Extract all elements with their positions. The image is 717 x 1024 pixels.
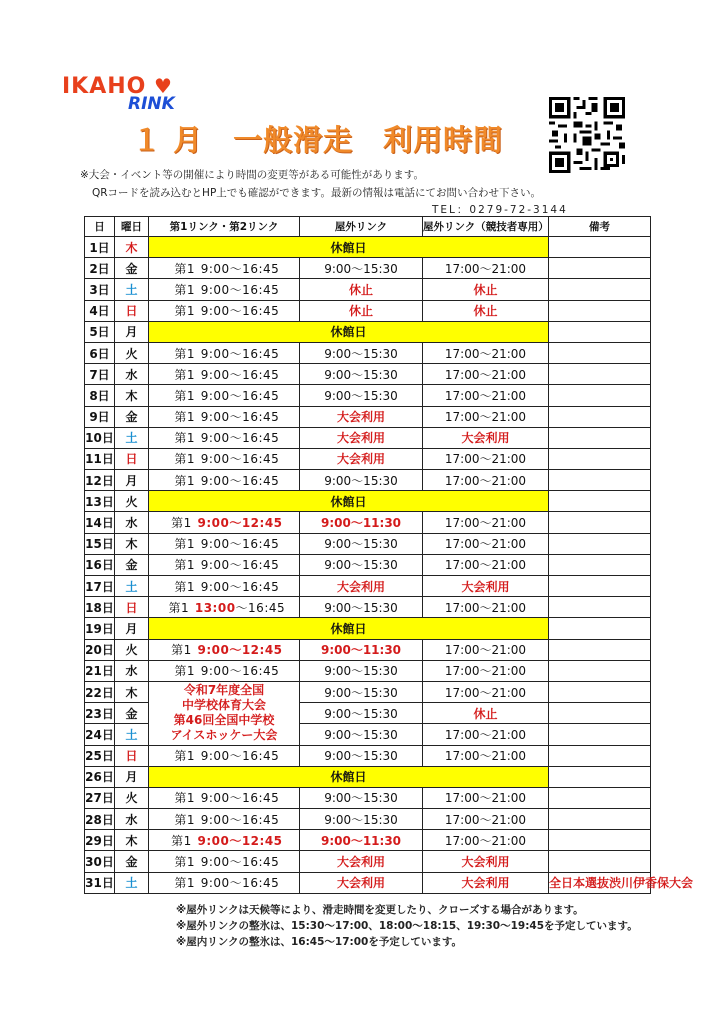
table-row <box>85 300 651 321</box>
remark-cell <box>549 342 651 363</box>
indoor-rink-cell <box>149 660 300 681</box>
outdoor-rink-cell: 9:00〜15:30 <box>300 724 423 745</box>
outdoor-athlete-cell: 17:00〜21:00 <box>423 512 549 533</box>
outdoor-athlete-cell: 休止 <box>423 703 549 724</box>
event-line: 中学校体育大会 <box>181 698 266 713</box>
outdoor-rink-cell: 9:00〜15:30 <box>300 703 423 724</box>
table-row <box>85 406 651 427</box>
remark-cell <box>549 660 651 681</box>
date-cell: 31日 <box>85 872 115 893</box>
date-cell: 23日 <box>85 703 115 724</box>
closed-day-cell: 休館日 <box>149 766 549 787</box>
remark-cell: 全日本選抜渋川伊香保大会 <box>549 872 651 893</box>
rink-label: 第1 <box>174 282 196 297</box>
indoor-time: 9:00〜16:45 <box>200 664 280 679</box>
outdoor-athlete-cell: 大会利用 <box>423 576 549 597</box>
indoor-rink-cell <box>149 342 300 363</box>
remark-cell <box>549 321 651 342</box>
remark-cell <box>549 809 651 830</box>
date-cell: 18日 <box>85 597 115 618</box>
weekday-cell: 日 <box>115 745 149 766</box>
indoor-time: 9:00〜16:45 <box>200 876 280 891</box>
table-row <box>85 237 651 258</box>
weekday-cell: 火 <box>115 342 149 363</box>
date-cell: 13日 <box>85 491 115 512</box>
rink-label: 第1 <box>174 388 196 403</box>
table-row <box>85 321 651 342</box>
rink-label: 第1 <box>174 304 196 319</box>
footer-note-3: ※屋内リンクの整氷は、16:45〜17:00を予定しています。 <box>176 936 463 948</box>
table-row <box>85 597 651 618</box>
outdoor-athlete-cell: 17:00〜21:00 <box>423 681 549 702</box>
table-row <box>85 364 651 385</box>
outdoor-athlete-cell: 17:00〜21:00 <box>423 342 549 363</box>
table-row <box>85 576 651 597</box>
qr-code[interactable] <box>549 97 625 173</box>
rink-label: 第1 <box>174 346 196 361</box>
outdoor-athlete-cell: 17:00〜21:00 <box>423 448 549 469</box>
weekday-cell: 金 <box>115 258 149 279</box>
closed-day-cell: 休館日 <box>149 491 549 512</box>
outdoor-rink-cell: 大会利用 <box>300 406 423 427</box>
heart-icon: ♥ <box>154 74 172 98</box>
indoor-time: 9:00〜12:45 <box>197 643 283 658</box>
indoor-rink-cell <box>149 533 300 554</box>
header-remarks: 備考 <box>549 217 651 237</box>
footer-note-1: ※屋外リンクは天候等により、滑走時間を変更したり、クローズする場合があります。 <box>176 904 584 916</box>
outdoor-athlete-cell: 17:00〜21:00 <box>423 745 549 766</box>
indoor-time-end: 〜16:45 <box>235 600 286 615</box>
rink-label: 第1 <box>171 516 192 531</box>
outdoor-rink-cell: 9:00〜11:30 <box>300 512 423 533</box>
outdoor-rink-cell: 9:00〜15:30 <box>300 533 423 554</box>
rink-label: 第1 <box>174 367 196 382</box>
remark-cell <box>549 851 651 872</box>
indoor-rink-cell <box>149 448 300 469</box>
outdoor-rink-cell: 9:00〜15:30 <box>300 745 423 766</box>
outdoor-rink-cell: 9:00〜15:30 <box>300 660 423 681</box>
rink-label: 第1 <box>171 833 192 848</box>
weekday-cell: 月 <box>115 321 149 342</box>
weekday-cell: 土 <box>115 427 149 448</box>
table-row <box>85 681 651 702</box>
rink-label: 第1 <box>174 812 196 827</box>
date-cell: 2日 <box>85 258 115 279</box>
date-cell: 8日 <box>85 385 115 406</box>
date-cell: 6日 <box>85 342 115 363</box>
remark-cell <box>549 406 651 427</box>
indoor-rink-cell <box>149 258 300 279</box>
indoor-time: 9:00〜16:45 <box>200 261 280 276</box>
remark-cell <box>549 364 651 385</box>
rink-label: 第1 <box>174 664 196 679</box>
event-cell <box>149 681 300 745</box>
rink-label: 第1 <box>174 431 196 446</box>
page-title: １ 月 一般滑走 利用時間 <box>132 123 504 157</box>
schedule-table <box>84 216 694 894</box>
table-row <box>85 385 651 406</box>
weekday-cell: 木 <box>115 533 149 554</box>
outdoor-rink-cell: 9:00〜11:30 <box>300 830 423 851</box>
outdoor-athlete-cell: 17:00〜21:00 <box>423 533 549 554</box>
indoor-rink-cell <box>149 787 300 808</box>
rink-label: 第1 <box>174 579 196 594</box>
remark-cell <box>549 279 651 300</box>
table-row <box>85 533 651 554</box>
indoor-rink-cell <box>149 406 300 427</box>
remark-cell <box>549 533 651 554</box>
weekday-cell: 金 <box>115 851 149 872</box>
weekday-cell: 木 <box>115 681 149 702</box>
indoor-time: 9:00〜16:45 <box>200 452 280 467</box>
table-row <box>85 618 651 639</box>
indoor-time: 9:00〜16:45 <box>200 473 280 488</box>
indoor-rink-cell <box>149 830 300 851</box>
outdoor-rink-cell: 9:00〜15:30 <box>300 681 423 702</box>
event-line: アイスホッケー大会 <box>170 728 278 743</box>
date-cell: 27日 <box>85 787 115 808</box>
header-outdoor-rink-athletes: 屋外リンク（競技者専用） <box>423 217 549 237</box>
weekday-cell: 土 <box>115 576 149 597</box>
outdoor-rink-cell: 9:00〜15:30 <box>300 470 423 491</box>
indoor-rink-cell <box>149 470 300 491</box>
indoor-time: 9:00〜16:45 <box>200 282 280 297</box>
outdoor-athlete-cell: 17:00〜21:00 <box>423 258 549 279</box>
table-row <box>85 554 651 575</box>
remark-cell <box>549 300 651 321</box>
indoor-rink-cell <box>149 745 300 766</box>
remark-cell <box>549 554 651 575</box>
rink-label: 第1 <box>174 261 196 276</box>
weekday-cell: 火 <box>115 787 149 808</box>
outdoor-rink-cell: 休止 <box>300 279 423 300</box>
closed-day-cell: 休館日 <box>149 618 549 639</box>
indoor-time-start: 13:00 <box>194 600 236 615</box>
date-cell: 29日 <box>85 830 115 851</box>
outdoor-athlete-cell: 17:00〜21:00 <box>423 470 549 491</box>
weekday-cell: 金 <box>115 406 149 427</box>
indoor-rink-cell <box>149 427 300 448</box>
table-row <box>85 872 651 893</box>
weekday-cell: 水 <box>115 512 149 533</box>
date-cell: 4日 <box>85 300 115 321</box>
outdoor-athlete-cell: 17:00〜21:00 <box>423 554 549 575</box>
rink-label: 第1 <box>174 537 196 552</box>
indoor-time: 9:00〜16:45 <box>200 855 280 870</box>
table-row <box>85 766 651 787</box>
table-row <box>85 787 651 808</box>
outdoor-rink-cell: 大会利用 <box>300 448 423 469</box>
rink-label: 第1 <box>174 876 196 891</box>
rink-label: 第1 <box>168 600 190 615</box>
outdoor-athlete-cell: 17:00〜21:00 <box>423 724 549 745</box>
indoor-rink-cell <box>149 576 300 597</box>
indoor-time: 9:00〜12:45 <box>197 516 283 531</box>
remark-cell <box>549 470 651 491</box>
outdoor-rink-cell: 9:00〜15:30 <box>300 364 423 385</box>
remark-cell <box>549 258 651 279</box>
indoor-rink-cell <box>149 364 300 385</box>
weekday-cell: 水 <box>115 660 149 681</box>
table-row <box>85 448 651 469</box>
outdoor-athlete-cell: 休止 <box>423 300 549 321</box>
rink-label: 第1 <box>174 749 196 764</box>
logo-rink-text: RINK <box>128 94 175 114</box>
date-cell: 7日 <box>85 364 115 385</box>
outdoor-athlete-cell: 17:00〜21:00 <box>423 787 549 808</box>
remark-cell <box>549 745 651 766</box>
weekday-cell: 月 <box>115 618 149 639</box>
outdoor-rink-cell: 大会利用 <box>300 851 423 872</box>
indoor-time: 9:00〜16:45 <box>200 388 280 403</box>
indoor-rink-cell <box>149 809 300 830</box>
weekday-cell: 月 <box>115 766 149 787</box>
weekday-cell: 金 <box>115 703 149 724</box>
date-cell: 25日 <box>85 745 115 766</box>
table-row <box>85 851 651 872</box>
date-cell: 10日 <box>85 427 115 448</box>
date-cell: 1日 <box>85 237 115 258</box>
outdoor-athlete-cell: 17:00〜21:00 <box>423 660 549 681</box>
ikaho-rink-logo <box>62 74 192 114</box>
outdoor-athlete-cell: 17:00〜21:00 <box>423 639 549 660</box>
indoor-time: 9:00〜16:45 <box>200 791 280 806</box>
table-header-row <box>85 217 651 237</box>
date-cell: 28日 <box>85 809 115 830</box>
indoor-time: 9:00〜16:45 <box>200 304 280 319</box>
indoor-rink-cell <box>149 279 300 300</box>
outdoor-athlete-cell: 17:00〜21:00 <box>423 830 549 851</box>
header-date: 日 <box>85 217 115 237</box>
table-row <box>85 427 651 448</box>
indoor-time: 9:00〜16:45 <box>200 431 280 446</box>
indoor-rink-cell <box>149 597 300 618</box>
indoor-rink-cell <box>149 300 300 321</box>
date-cell: 17日 <box>85 576 115 597</box>
footer-note-2: ※屋外リンクの整氷は、15:30〜17:00、18:00〜18:15、19:30〜19:45を予定しています。 <box>176 920 638 932</box>
outdoor-athlete-cell: 17:00〜21:00 <box>423 385 549 406</box>
table-row <box>85 830 651 851</box>
date-cell: 19日 <box>85 618 115 639</box>
remark-cell <box>549 597 651 618</box>
indoor-rink-cell <box>149 639 300 660</box>
outdoor-rink-cell: 9:00〜15:30 <box>300 597 423 618</box>
outdoor-rink-cell: 9:00〜15:30 <box>300 809 423 830</box>
indoor-time: 9:00〜16:45 <box>200 812 280 827</box>
indoor-time: 9:00〜16:45 <box>200 537 280 552</box>
outdoor-athlete-cell: 大会利用 <box>423 872 549 893</box>
header-weekday: 曜日 <box>115 217 149 237</box>
indoor-time: 9:00〜16:45 <box>200 558 280 573</box>
table-row <box>85 660 651 681</box>
date-cell: 16日 <box>85 554 115 575</box>
weekday-cell: 土 <box>115 724 149 745</box>
rink-label: 第1 <box>174 855 196 870</box>
closed-day-cell: 休館日 <box>149 237 549 258</box>
table-row <box>85 491 651 512</box>
indoor-rink-cell <box>149 512 300 533</box>
outdoor-rink-cell: 大会利用 <box>300 576 423 597</box>
remark-cell <box>549 576 651 597</box>
remark-cell <box>549 703 651 724</box>
remark-cell <box>549 427 651 448</box>
outdoor-athlete-cell: 大会利用 <box>423 851 549 872</box>
outdoor-rink-cell: 9:00〜15:30 <box>300 258 423 279</box>
remark-cell <box>549 512 651 533</box>
weekday-cell: 日 <box>115 300 149 321</box>
weekday-cell: 日 <box>115 448 149 469</box>
indoor-time: 9:00〜16:45 <box>200 410 280 425</box>
date-cell: 22日 <box>85 681 115 702</box>
remark-cell <box>549 385 651 406</box>
indoor-time: 9:00〜12:45 <box>197 833 283 848</box>
remark-cell <box>549 830 651 851</box>
table-row <box>85 639 651 660</box>
notice-line-1: ※大会・イベント等の開催により時間の変更等がある可能性があります。 <box>80 169 424 181</box>
date-cell: 20日 <box>85 639 115 660</box>
table-row <box>85 512 651 533</box>
rink-label: 第1 <box>174 452 196 467</box>
date-cell: 15日 <box>85 533 115 554</box>
indoor-time: 9:00〜16:45 <box>200 367 280 382</box>
weekday-cell: 水 <box>115 809 149 830</box>
indoor-time: 9:00〜16:45 <box>200 579 280 594</box>
outdoor-athlete-cell: 休止 <box>423 279 549 300</box>
outdoor-athlete-cell: 17:00〜21:00 <box>423 406 549 427</box>
outdoor-rink-cell: 9:00〜11:30 <box>300 639 423 660</box>
table-row <box>85 258 651 279</box>
remark-cell <box>549 618 651 639</box>
weekday-cell: 火 <box>115 491 149 512</box>
date-cell: 3日 <box>85 279 115 300</box>
outdoor-rink-cell: 大会利用 <box>300 427 423 448</box>
outdoor-rink-cell: 9:00〜15:30 <box>300 787 423 808</box>
remark-cell <box>549 491 651 512</box>
date-cell: 9日 <box>85 406 115 427</box>
date-cell: 24日 <box>85 724 115 745</box>
rink-label: 第1 <box>174 410 196 425</box>
outdoor-athlete-cell: 17:00〜21:00 <box>423 364 549 385</box>
table-row <box>85 470 651 491</box>
telephone-number: TEL：0279-72-3144 <box>432 204 568 216</box>
outdoor-athlete-cell: 17:00〜21:00 <box>423 809 549 830</box>
weekday-cell: 金 <box>115 554 149 575</box>
weekday-cell: 月 <box>115 470 149 491</box>
outdoor-athlete-cell: 大会利用 <box>423 427 549 448</box>
weekday-cell: 木 <box>115 385 149 406</box>
closed-day-cell: 休館日 <box>149 321 549 342</box>
remark-cell <box>549 724 651 745</box>
event-line: 第46回全国中学校 <box>173 713 275 728</box>
rink-label: 第1 <box>174 791 196 806</box>
outdoor-rink-cell: 9:00〜15:30 <box>300 342 423 363</box>
date-cell: 21日 <box>85 660 115 681</box>
outdoor-athlete-cell: 17:00〜21:00 <box>423 597 549 618</box>
remark-cell <box>549 448 651 469</box>
logo-ikaho-text: IKAHO <box>62 74 147 99</box>
weekday-cell: 水 <box>115 364 149 385</box>
rink-label: 第1 <box>174 558 196 573</box>
date-cell: 12日 <box>85 470 115 491</box>
outdoor-rink-cell: 9:00〜15:30 <box>300 554 423 575</box>
table-row <box>85 279 651 300</box>
weekday-cell: 日 <box>115 597 149 618</box>
date-cell: 26日 <box>85 766 115 787</box>
indoor-time: 9:00〜16:45 <box>200 749 280 764</box>
weekday-cell: 木 <box>115 830 149 851</box>
rink-label: 第1 <box>174 473 196 488</box>
weekday-cell: 土 <box>115 872 149 893</box>
remark-cell <box>549 787 651 808</box>
weekday-cell: 土 <box>115 279 149 300</box>
date-cell: 14日 <box>85 512 115 533</box>
table-row <box>85 809 651 830</box>
outdoor-rink-cell: 9:00〜15:30 <box>300 385 423 406</box>
table-row <box>85 745 651 766</box>
table-row <box>85 342 651 363</box>
remark-cell <box>549 237 651 258</box>
notice-line-2: QRコードを読み込むとHP上でも確認ができます。最新の情報は電話にてお問い合わせ下さい。 <box>92 187 541 199</box>
indoor-time: 9:00〜16:45 <box>200 346 280 361</box>
indoor-rink-cell <box>149 385 300 406</box>
header-indoor-rinks: 第1リンク・第2リンク <box>149 217 300 237</box>
weekday-cell: 火 <box>115 639 149 660</box>
remark-cell <box>549 639 651 660</box>
outdoor-rink-cell: 休止 <box>300 300 423 321</box>
outdoor-rink-cell: 大会利用 <box>300 872 423 893</box>
date-cell: 5日 <box>85 321 115 342</box>
remark-cell <box>549 766 651 787</box>
header-outdoor-rink: 屋外リンク <box>300 217 423 237</box>
indoor-rink-cell <box>149 872 300 893</box>
rink-label: 第1 <box>171 643 192 658</box>
date-cell: 11日 <box>85 448 115 469</box>
indoor-rink-cell <box>149 851 300 872</box>
weekday-cell: 木 <box>115 237 149 258</box>
event-line: 令和7年度全国 <box>183 683 265 698</box>
remark-cell <box>549 681 651 702</box>
indoor-rink-cell <box>149 554 300 575</box>
date-cell: 30日 <box>85 851 115 872</box>
